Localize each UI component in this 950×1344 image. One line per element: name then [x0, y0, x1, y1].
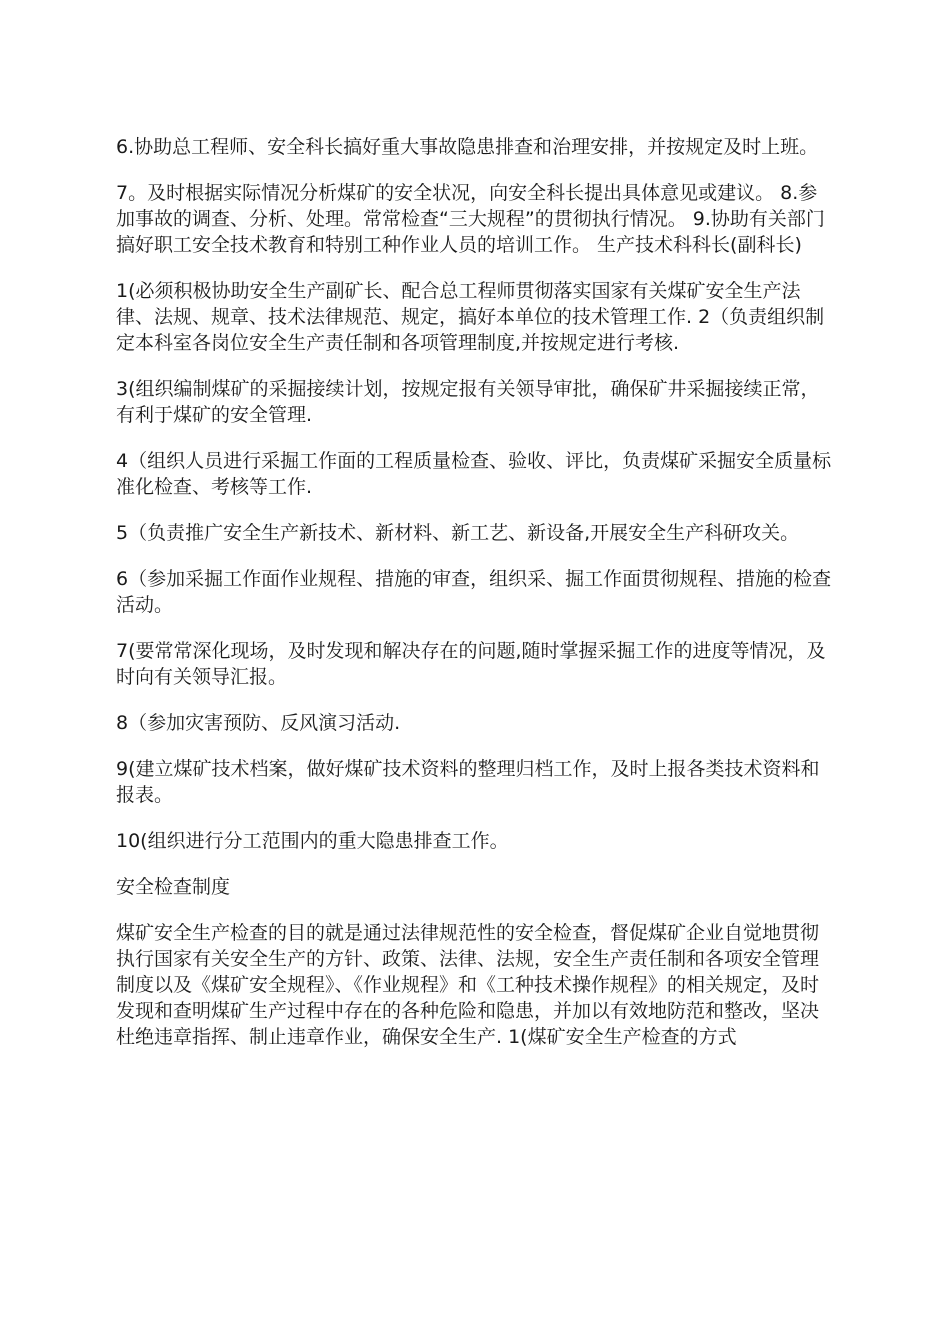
paragraph: 6（参加采掘工作面作业规程、措施的审查，组织采、掘工作面贯彻规程、措施的检查活动。	[116, 568, 832, 616]
paragraph: 9(建立煤矿技术档案，做好煤矿技术资料的整理归档工作，及时上报各类技术资料和报表。	[116, 758, 820, 806]
paragraph: 4（组织人员进行采掘工作面的工程质量检查、验收、评比，负责煤矿采掘安全质量标准化检查、考核等工作.	[116, 450, 832, 498]
paragraph: 6.协助总工程师、安全科长搞好重大事故隐患排查和治理安排，并按规定及时上班。	[116, 136, 819, 158]
paragraph: 8（参加灾害预防、反风演习活动.	[116, 712, 401, 734]
paragraph: 1(必须积极协助安全生产副矿长、配合总工程师贯彻落实国家有关煤矿安全生产法律、法规、规章、技术法律规范、规定，搞好本单位的技术管理工作. 2（负责组织制定本科室各岗位安全生产责任制和各项管理制度,并按规定进行考核.	[116, 280, 825, 354]
paragraph: 煤矿安全生产检查的目的就是通过法律规范性的安全检查，督促煤矿企业自觉地贯彻执行国家有关安全生产的方针、政策、法律、法规，安全生产责任制和各项安全管理制度以及《煤矿安全规程》、《作业规程》和《工种技术操作规程》的相关规定，及时发现和查明煤矿生产过程中存在的各种危险和隐患，并加以有效地防范和整改，坚决杜绝违章指挥、制止违章作业，确保安全生产. 1(煤矿安全生产检查的方式	[116, 922, 820, 1048]
paragraph: 5（负责推广安全生产新技术、新材料、新工艺、新设备,开展安全生产科研攻关。	[116, 522, 800, 544]
document-body	[116, 134, 834, 1070]
paragraph: 7(要常常深化现场，及时发现和解决存在的问题,随时掌握采掘工作的进度等情况，及时向有关领导汇报。	[116, 640, 826, 688]
paragraph: 7。及时根据实际情况分析煤矿的安全状况，向安全科长提出具体意见或建议。 8.参加事故的调查、分析、处理。常常检查“三大规程”的贯彻执行情况。 9.协助有关部门搞好职工安全技术教育和特别工种作业人员的培训工作。 生产技术科科长(副科长)	[116, 182, 825, 256]
section-heading: 安全检查制度	[116, 876, 231, 898]
paragraph: 10(组织进行分工范围内的重大隐患排查工作。	[116, 830, 509, 852]
paragraph: 3(组织编制煤矿的采掘接续计划，按规定报有关领导审批，确保矿井采掘接续正常，有利于煤矿的安全管理.	[116, 378, 820, 426]
